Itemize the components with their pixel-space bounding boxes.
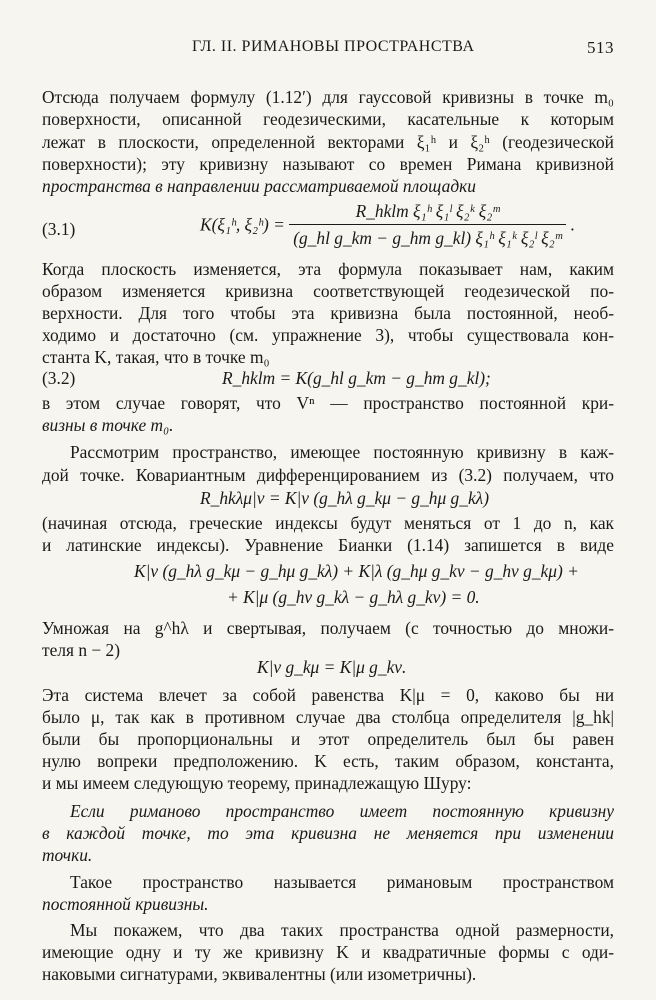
paragraph-line: нулю вопреки предположению. K есть, таким образом, константа, bbox=[42, 751, 614, 771]
paragraph-line: и латинские индексы). Уравнение Бианки (1.14) запишется в виде bbox=[42, 535, 614, 555]
theorem-line: в каждой точке, то эта кривизна не меняется при изменении bbox=[42, 823, 614, 843]
paragraph-line: теля n − 2) bbox=[42, 640, 121, 660]
paragraph-line: имеющие одну и ту же кривизну K и квадратичные формы с оди- bbox=[42, 942, 614, 962]
paragraph-line: и мы имеем следующую теорему, принадлежащую Шуру: bbox=[42, 773, 472, 793]
theorem-line: точки. bbox=[42, 845, 93, 865]
equation-3-2: R_hklm = K(g_hl g_km − g_hm g_kl); bbox=[222, 368, 491, 388]
paragraph-line: Эта система влечет за собой равенства K|μ = 0, каково бы ни bbox=[42, 685, 614, 705]
paragraph-line: наковыми сигнатурами, эквивалентны (или изометричны). bbox=[42, 964, 477, 984]
paragraph-line: дой точке. Ковариантным дифференцированием из (3.2) получаем, что bbox=[42, 465, 614, 485]
paragraph-line: Когда плоскость изменяется, эта формула показывает нам, каким bbox=[42, 259, 614, 279]
fraction bbox=[289, 200, 566, 249]
equation-3-1 bbox=[200, 200, 575, 249]
paragraph-line: поверхности); эту кривизну называют со времен Римана кривизной bbox=[42, 154, 614, 174]
fraction-numerator: R_hklm ξ₁ʰ ξ₁ˡ ξ₂ᵏ ξ₂ᵐ bbox=[289, 200, 566, 225]
equation-end: . bbox=[570, 214, 575, 235]
paragraph-line: ходимо и достаточно (см. упражнение 3), чтобы существовала кон- bbox=[42, 325, 614, 345]
page-number: 513 bbox=[587, 38, 614, 57]
paragraph-line: Отсюда получаем формулу (1.12′) для гауссовой кривизны в точке m₀ bbox=[42, 87, 614, 107]
chapter-title: ГЛ. II. РИМАНОВЫ ПРОСТРАНСТВА bbox=[192, 38, 475, 55]
equation-lhs: K(ξ₁ʰ, ξ₂ʰ) = bbox=[200, 214, 285, 235]
paragraph-line-italic: постоянной кривизны. bbox=[42, 894, 209, 914]
paragraph-line: образом изменяется кривизна соответствующей геодезической по- bbox=[42, 281, 614, 301]
paragraph-line: Умножая на g^hλ и свертывая, получаем (с точностью до множи- bbox=[42, 618, 614, 638]
paragraph-line: Такое пространство называется римановым пространством bbox=[70, 872, 614, 892]
paragraph-line: верхности. Для того чтобы эта кривизна была постоянной, необ- bbox=[42, 303, 614, 323]
book-page bbox=[42, 0, 614, 1000]
equation-k-gradient: K|ν g_kμ = K|μ g_kν. bbox=[257, 657, 407, 677]
equation-bianchi-line2: + K|μ (g_hν g_kλ − g_hλ g_kν) = 0. bbox=[227, 587, 480, 607]
paragraph-line: лежат в плоскости, определенной векторами ξ₁ʰ и ξ₂ʰ (геодезической bbox=[42, 132, 614, 152]
paragraph-line-italic: визны в точке m₀. bbox=[42, 415, 174, 435]
paragraph-line-italic: пространства в направлении рассматриваемой площадки bbox=[42, 176, 476, 196]
equation-bianchi-line1: K|ν (g_hλ g_kμ − g_hμ g_kλ) + K|λ (g_hμ g_kν − g_hν g_kμ) + bbox=[134, 561, 579, 581]
paragraph-line: было μ, так как в противном случае два столбца определителя |g_hk| bbox=[42, 707, 614, 727]
paragraph-line: станта K, такая, что в точке m₀ bbox=[42, 347, 270, 367]
paragraph-line: были бы пропорциональны и этот определитель был бы равен bbox=[42, 729, 614, 749]
paragraph-line: Мы покажем, что два таких пространства одной размерности, bbox=[70, 920, 614, 940]
equation-number: (3.2) bbox=[42, 368, 76, 388]
paragraph-line: Рассмотрим пространство, имеющее постоянную кривизну в каж- bbox=[70, 442, 614, 462]
equation-covariant: R_hkλμ|ν = K|ν (g_hλ g_kμ − g_hμ g_kλ) bbox=[200, 488, 489, 508]
fraction-denominator: (g_hl g_km − g_hm g_kl) ξ₁ʰ ξ₁ᵏ ξ₂ˡ ξ₂ᵐ bbox=[293, 228, 562, 248]
paragraph-line: в этом случае говорят, что Vⁿ — пространство постоянной кри- bbox=[42, 393, 614, 413]
running-header bbox=[42, 38, 614, 62]
paragraph-line: поверхности, описанной геодезическими, касательные к которым bbox=[42, 109, 614, 129]
theorem-line: Если риманово пространство имеет постоянную кривизну bbox=[70, 801, 614, 821]
paragraph-line: (начиная отсюда, греческие индексы будут меняться от 1 до n, как bbox=[42, 513, 614, 533]
equation-number: (3.1) bbox=[42, 219, 76, 239]
